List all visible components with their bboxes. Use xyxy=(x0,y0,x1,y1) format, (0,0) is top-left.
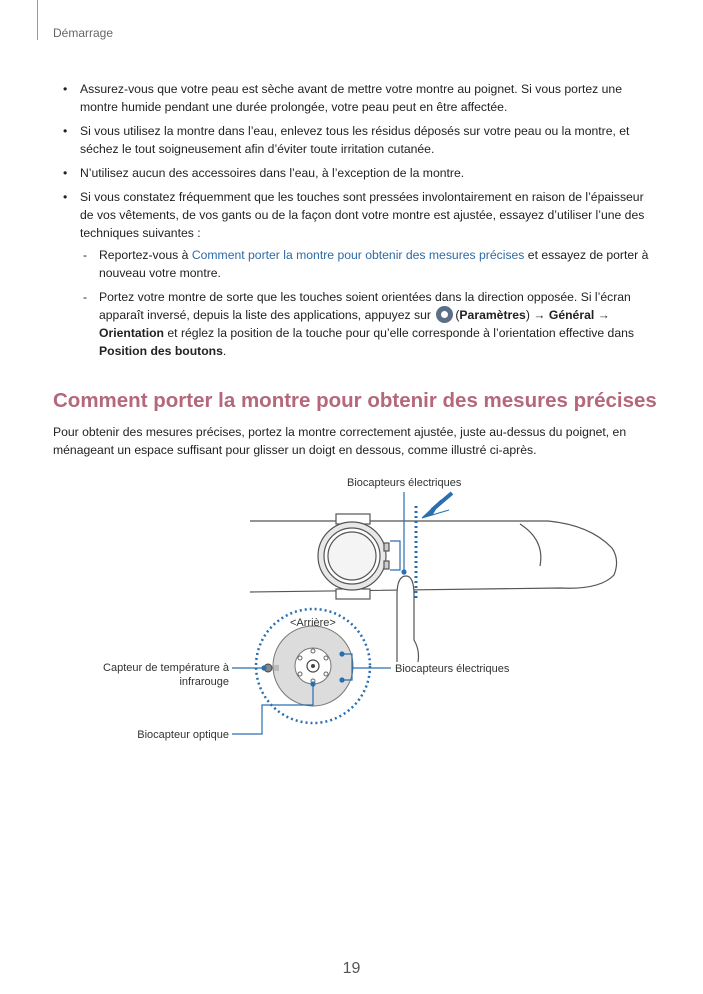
label-electric-top: Biocapteurs électriques xyxy=(347,477,462,489)
arrow-icon xyxy=(422,493,452,518)
sub-text: et réglez la position de la touche pour qu’elle corresponde à l’orientation effective dans xyxy=(164,326,634,340)
page-number: 19 xyxy=(342,960,361,977)
label-optical: Biocapteur optique xyxy=(137,729,229,741)
settings-label: Paramètres xyxy=(459,308,526,322)
sub-text: et essayez de porter à nouveau votre montre. xyxy=(99,248,649,280)
watch-back-drawing xyxy=(264,626,353,706)
section-label: Démarrage xyxy=(53,26,114,40)
section-intro: Pour obtenir des mesures précises, portez la montre correctement ajustée, juste au-dessus du poignet, en ménageant un espace suffisant pour glisser un doigt en dessous, comme illustré ci-après. xyxy=(53,425,627,457)
sub-text: . xyxy=(222,344,227,358)
sub-text: Portez votre montre de sorte que les touches soient orientées dans la direction opposée. Si l’écran apparaît inversé, depuis la liste des applications, appuyez sur xyxy=(99,290,631,322)
bullet-item: • Assurez-vous que votre peau est sèche avant de mettre votre montre au poignet. Si vous portez une montre humide pendant une durée prolongée, votre peau peut en être affectée. xyxy=(53,80,653,116)
button-position-label: Position des boutons xyxy=(99,344,223,358)
label-temp-line1: Capteur de température à xyxy=(103,662,229,674)
sub-text: Reportez-vous à xyxy=(99,248,192,262)
label-electric-bottom: Biocapteurs électriques xyxy=(395,663,510,675)
sub-item: - Portez votre montre de sorte que les touches soient orientées dans la direction opposée. Si l’écran apparaît inversé, depuis la liste des applications, appuyez sur (Paramètres) → Général → Orientation et réglez la position de la touche pour qu’elle corresponde à l’orientation effective dans Position des boutons. xyxy=(80,288,653,360)
bullet-item: • Si vous utilisez la montre dans l’eau, enlevez tous les résidus déposés sur votre peau ou la montre, et séchez le tout soigneusement afin d’éviter toute irritation cutanée. xyxy=(53,122,653,158)
bullet-text: Si vous constatez fréquemment que les touches sont pressées involontairement en raison de l’épaisseur de vos vêtements, de vos gants ou de la façon dont votre montre est ajustée, essayez d’utiliser l’une des techniques suivantes : xyxy=(80,190,645,240)
section-heading: Comment porter la montre pour obtenir des mesures précises xyxy=(53,389,657,412)
bullet-item: • N’utilisez aucun des accessoires dans l’eau, à l’exception de la montre. xyxy=(53,164,653,182)
label-back: <Arrière> xyxy=(290,617,336,629)
wear-watch-link[interactable]: Comment porter la montre pour obtenir des mesures précises xyxy=(191,248,525,262)
general-label: Général xyxy=(548,308,595,322)
label-temp-line2: infrarouge xyxy=(179,676,229,688)
label-temp-sensor xyxy=(88,661,229,689)
electric-callout xyxy=(390,492,406,574)
orientation-label: Orientation xyxy=(99,326,165,340)
